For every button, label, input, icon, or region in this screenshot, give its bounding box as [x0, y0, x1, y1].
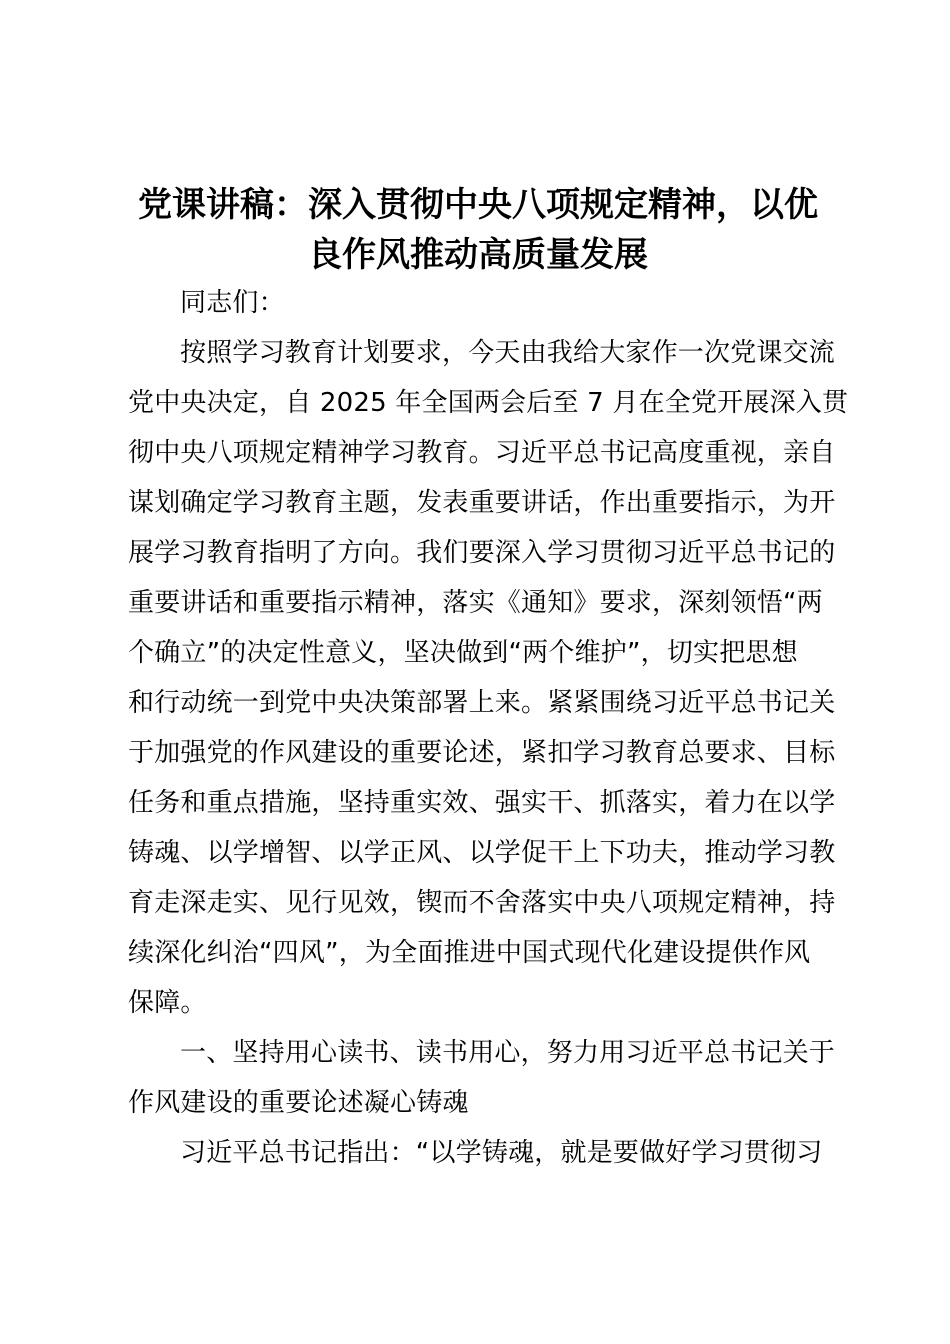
paragraph-line: 展学习教育指明了方向。我们要深入学习贯彻习近平总书记的	[128, 538, 836, 568]
paragraph-line: 谋划确定学习教育主题，发表重要讲话，作出重要指示，为开	[128, 488, 836, 518]
heading-line: 作风建设的重要论述凝心铸魂	[128, 1088, 469, 1118]
document-title	[128, 180, 828, 280]
section-heading-1	[128, 1028, 836, 1128]
paragraph-line: 任务和重点措施，坚持重实效、强实干、抓落实，着力在以学	[128, 788, 836, 818]
paragraph-line: 党中央决定，自 2025 年全国两会后至 7 月在全党开展深入贯	[128, 388, 849, 418]
paragraph-line: 续深化纠治“四风”，为全面推进中国式现代化建设提供作风	[128, 938, 811, 968]
paragraph-section-1	[128, 1128, 828, 1178]
paragraph-line: 个确立”的决定性意义，坚决做到“两个维护”，切实把思想	[128, 638, 798, 668]
title-line: 良作风推动高质量发展	[308, 235, 648, 275]
paragraph-line: 育走深走实、见行见效，锲而不舍落实中央八项规定精神，持	[128, 888, 836, 918]
paragraph-line: 习近平总书记指出：“以学铸魂，就是要做好学习贯彻习	[180, 1138, 823, 1168]
paragraph-line: 铸魂、以学增智、以学正风、以学促干上下功夫，推动学习教	[128, 838, 836, 868]
title-line: 党课讲稿：深入贯彻中央八项规定精神，以优	[138, 185, 818, 225]
paragraph-line: 按照学习教育计划要求，今天由我给大家作一次党课交流	[180, 338, 836, 368]
greeting-text: 同志们：	[180, 288, 285, 318]
paragraph-line: 于加强党的作风建设的重要论述，紧扣学习教育总要求、目标	[128, 738, 836, 768]
paragraph-line: 和行动统一到党中央决策部署上来。紧紧围绕习近平总书记关	[128, 688, 836, 718]
paragraph-line: 重要讲话和重要指示精神，落实《通知》要求，深刻领悟“两	[128, 588, 823, 618]
paragraph-intro	[128, 328, 849, 1028]
greeting	[128, 278, 828, 328]
paragraph-line: 彻中央八项规定精神学习教育。习近平总书记高度重视，亲自	[128, 438, 836, 468]
paragraph-line: 保障。	[128, 988, 207, 1018]
heading-line: 一、坚持用心读书、读书用心，努力用习近平总书记关于	[180, 1038, 836, 1068]
